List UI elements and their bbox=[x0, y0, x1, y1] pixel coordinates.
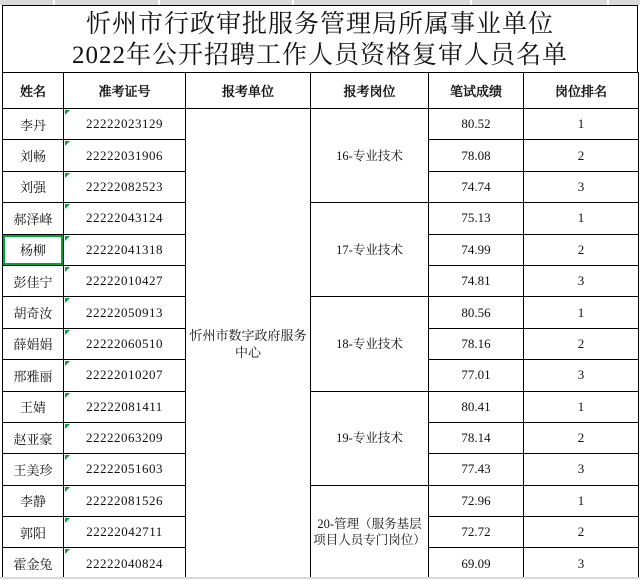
ticket-cell[interactable] bbox=[64, 422, 186, 453]
ticket-value: 22222040824 bbox=[86, 555, 163, 571]
name-cell[interactable]: 李静 bbox=[3, 485, 64, 516]
name-cell-selected[interactable]: 杨柳 bbox=[3, 234, 64, 265]
ticket-cell[interactable] bbox=[64, 548, 186, 579]
header-position[interactable]: 报考岗位 bbox=[311, 73, 429, 109]
name-cell[interactable]: 霍金兔 bbox=[3, 548, 64, 579]
name-cell[interactable]: 刘畅 bbox=[3, 140, 64, 171]
ticket-cell[interactable] bbox=[64, 109, 186, 140]
number-as-text-indicator-icon bbox=[65, 141, 70, 146]
rank-cell[interactable]: 3 bbox=[524, 171, 639, 202]
position-cell[interactable]: 16-专业技术 bbox=[311, 109, 429, 203]
ticket-value: 22222031906 bbox=[86, 147, 163, 163]
ticket-cell[interactable] bbox=[64, 360, 186, 391]
ticket-cell[interactable] bbox=[64, 265, 186, 296]
ticket-value: 22222042711 bbox=[86, 524, 163, 540]
ticket-value: 22222081411 bbox=[86, 398, 163, 414]
score-cell[interactable]: 74.81 bbox=[429, 265, 524, 296]
score-cell[interactable]: 78.16 bbox=[429, 328, 524, 359]
position-cell[interactable]: 17-专业技术 bbox=[311, 203, 429, 297]
name-cell[interactable]: 郭阳 bbox=[3, 517, 64, 548]
sheet bbox=[2, 5, 638, 579]
header-name[interactable]: 姓名 bbox=[3, 73, 64, 109]
rank-cell[interactable]: 1 bbox=[524, 391, 639, 422]
table-row bbox=[3, 203, 639, 234]
score-cell[interactable]: 72.72 bbox=[429, 517, 524, 548]
table-row bbox=[3, 109, 639, 140]
ticket-value: 22222010427 bbox=[86, 273, 163, 289]
ticket-value: 22222043124 bbox=[86, 210, 163, 226]
header-score[interactable]: 笔试成绩 bbox=[429, 73, 524, 109]
score-cell[interactable]: 78.14 bbox=[429, 422, 524, 453]
ticket-value: 22222081526 bbox=[86, 492, 163, 508]
header-ticket[interactable]: 准考证号 bbox=[64, 73, 186, 109]
number-as-text-indicator-icon bbox=[65, 236, 70, 241]
ticket-value: 22222063209 bbox=[86, 430, 163, 446]
name-cell[interactable]: 郝泽峰 bbox=[3, 203, 64, 234]
score-cell[interactable]: 69.09 bbox=[429, 548, 524, 579]
unit-cell[interactable]: 忻州市数字政府服务中心 bbox=[186, 109, 311, 579]
score-cell[interactable]: 77.01 bbox=[429, 360, 524, 391]
number-as-text-indicator-icon bbox=[65, 110, 70, 115]
ticket-cell[interactable] bbox=[64, 297, 186, 328]
number-as-text-indicator-icon bbox=[65, 549, 70, 554]
name-cell[interactable]: 王婧 bbox=[3, 391, 64, 422]
number-as-text-indicator-icon bbox=[65, 424, 70, 429]
ticket-value: 22222023129 bbox=[86, 116, 163, 132]
number-as-text-indicator-icon bbox=[65, 298, 70, 303]
rank-cell[interactable]: 3 bbox=[524, 548, 639, 579]
score-cell[interactable]: 78.08 bbox=[429, 140, 524, 171]
rank-cell[interactable]: 3 bbox=[524, 265, 639, 296]
position-cell[interactable]: 19-专业技术 bbox=[311, 391, 429, 485]
ticket-cell[interactable] bbox=[64, 485, 186, 516]
ticket-cell[interactable] bbox=[64, 328, 186, 359]
name-cell[interactable]: 王美珍 bbox=[3, 454, 64, 485]
ticket-cell[interactable] bbox=[64, 171, 186, 202]
number-as-text-indicator-icon bbox=[65, 393, 70, 398]
rank-cell[interactable]: 1 bbox=[524, 109, 639, 140]
number-as-text-indicator-icon bbox=[65, 455, 70, 460]
page-title-line-2: 2022年公开招聘工作人员资格复审人员名单 bbox=[71, 42, 568, 69]
rank-cell[interactable]: 2 bbox=[524, 140, 639, 171]
table-row bbox=[3, 391, 639, 422]
ticket-cell[interactable] bbox=[64, 454, 186, 485]
header-row bbox=[3, 73, 639, 109]
ticket-cell[interactable] bbox=[64, 517, 186, 548]
name-cell[interactable]: 彭佳宁 bbox=[3, 265, 64, 296]
number-as-text-indicator-icon bbox=[65, 330, 70, 335]
name-cell[interactable]: 李丹 bbox=[3, 109, 64, 140]
ticket-value: 22222041318 bbox=[86, 241, 163, 257]
rank-cell[interactable]: 3 bbox=[524, 360, 639, 391]
score-cell[interactable]: 77.43 bbox=[429, 454, 524, 485]
position-cell[interactable]: 20-管理（服务基层项目人员专门岗位） bbox=[311, 485, 429, 579]
ticket-value: 22222010207 bbox=[86, 367, 163, 383]
score-cell[interactable]: 80.41 bbox=[429, 391, 524, 422]
ticket-cell[interactable] bbox=[64, 140, 186, 171]
number-as-text-indicator-icon bbox=[65, 487, 70, 492]
position-cell[interactable]: 18-专业技术 bbox=[311, 297, 429, 391]
ticket-value: 22222050913 bbox=[86, 304, 163, 320]
rank-cell[interactable]: 3 bbox=[524, 454, 639, 485]
ticket-value: 22222082523 bbox=[86, 178, 163, 194]
name-cell[interactable]: 薛娟娟 bbox=[3, 328, 64, 359]
header-unit[interactable]: 报考单位 bbox=[186, 73, 311, 109]
rank-cell[interactable]: 2 bbox=[524, 422, 639, 453]
ticket-cell[interactable] bbox=[64, 203, 186, 234]
name-cell[interactable]: 胡奇汝 bbox=[3, 297, 64, 328]
rank-cell[interactable]: 2 bbox=[524, 234, 639, 265]
ticket-cell[interactable] bbox=[64, 234, 186, 265]
number-as-text-indicator-icon bbox=[65, 361, 70, 366]
review-roster-table bbox=[2, 72, 639, 579]
score-cell[interactable]: 72.96 bbox=[429, 485, 524, 516]
name-cell[interactable]: 刘强 bbox=[3, 171, 64, 202]
page-title-line-1: 忻州市行政审批服务管理局所属事业单位 bbox=[85, 11, 554, 38]
number-as-text-indicator-icon bbox=[65, 173, 70, 178]
score-cell[interactable]: 74.99 bbox=[429, 234, 524, 265]
number-as-text-indicator-icon bbox=[65, 518, 70, 523]
rank-cell[interactable]: 2 bbox=[524, 328, 639, 359]
rank-cell[interactable]: 1 bbox=[524, 297, 639, 328]
rank-cell[interactable]: 1 bbox=[524, 485, 639, 516]
name-cell[interactable]: 赵亚豪 bbox=[3, 422, 64, 453]
ticket-cell[interactable] bbox=[64, 391, 186, 422]
ticket-value: 22222051603 bbox=[86, 461, 163, 477]
score-cell[interactable]: 75.13 bbox=[429, 203, 524, 234]
rank-cell[interactable]: 1 bbox=[524, 203, 639, 234]
score-cell[interactable]: 74.74 bbox=[429, 171, 524, 202]
header-rank[interactable]: 岗位排名 bbox=[524, 73, 639, 109]
name-cell[interactable]: 邢雅丽 bbox=[3, 360, 64, 391]
table-row bbox=[3, 297, 639, 328]
table-row bbox=[3, 485, 639, 516]
rank-cell[interactable]: 2 bbox=[524, 517, 639, 548]
score-cell[interactable]: 80.56 bbox=[429, 297, 524, 328]
page-title bbox=[2, 5, 638, 72]
number-as-text-indicator-icon bbox=[65, 267, 70, 272]
score-cell[interactable]: 80.52 bbox=[429, 109, 524, 140]
number-as-text-indicator-icon bbox=[65, 204, 70, 209]
ticket-value: 22222060510 bbox=[86, 335, 163, 351]
